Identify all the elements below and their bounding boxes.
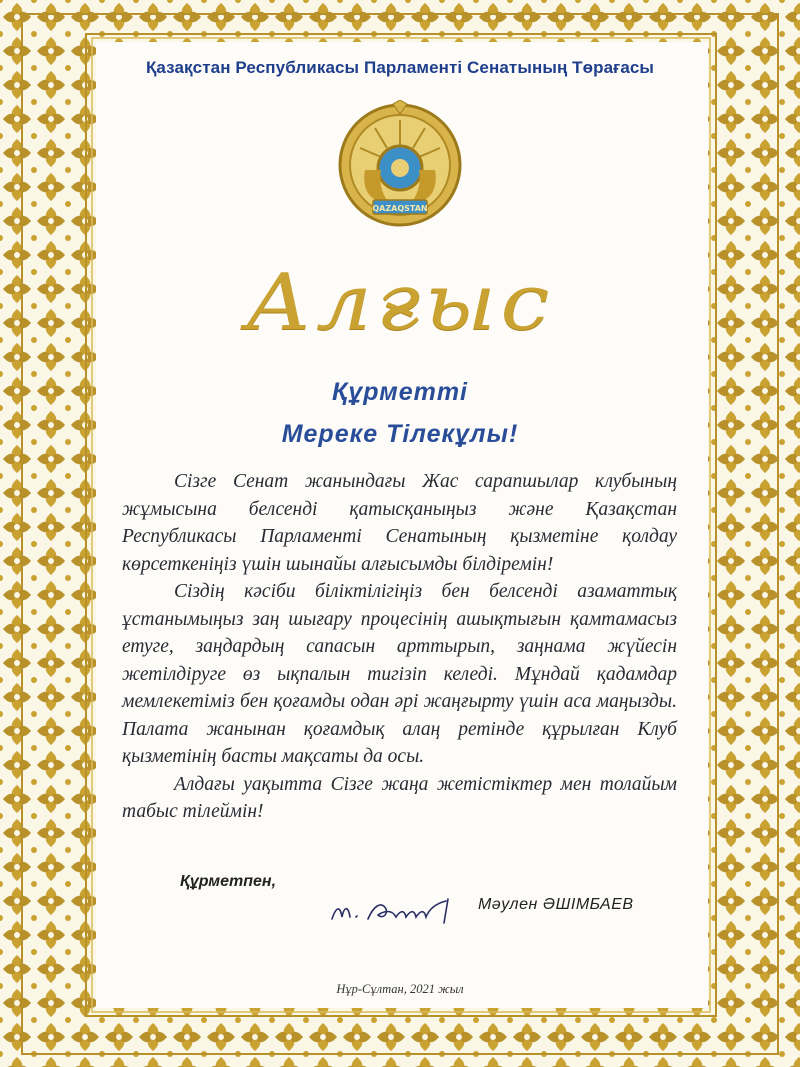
emblem-label: QAZAQSTAN xyxy=(372,204,428,213)
greeting-line-1: Құрметті xyxy=(331,378,468,406)
place-date: Нұр-Сұлтан, 2021 жыл xyxy=(336,982,464,996)
letter-body xyxy=(122,468,677,826)
issuer-header: Қазақстан Республикасы Парламенті Сенатының Төрағасы xyxy=(145,58,655,77)
document-title xyxy=(0,258,800,348)
document-title-text: Алғыс xyxy=(245,258,555,348)
handwritten-signature xyxy=(326,895,466,927)
paragraph: Сізге Сенат жанындағы Жас сарапшылар клубының жұмысына белсенді қатысқаныңыз және Қазақстан Республикасы Парламенті Сенатының қызметіне қолдау көрсеткеніңіз үшін шынайы алғысымды білдіремін! xyxy=(122,471,677,575)
signer-name: Мәулен ӘШІМБАЕВ xyxy=(478,896,634,913)
paragraph: Сіздің кәсіби біліктілігіңіз бен белсенді азаматтық ұстанымыңыз заң шығару процесінің ашықтығын қамтамасыз етуге, заңдардың сапасын арттырып, заңнама жүйесін жетілдіруге өз ықпалын тигізіп келеді. Мұндай қадамдар мемлекетіміз бен қоғамды одан әрі жаңғырту үшін аса маңызды. Палата жанынан қоғамдық алаң ретінде құрылған Клуб қызметінің басты мақсаты да осы. xyxy=(122,581,677,767)
state-emblem-icon xyxy=(335,100,465,235)
paragraph: Алдағы уақытта Сізге жаңа жетістіктер мен толайым табыс тілеймін! xyxy=(122,773,677,822)
closing-phrase: Құрметпен, xyxy=(180,873,277,890)
greeting-line-2: Мереке Тілекұлы! xyxy=(281,420,519,448)
